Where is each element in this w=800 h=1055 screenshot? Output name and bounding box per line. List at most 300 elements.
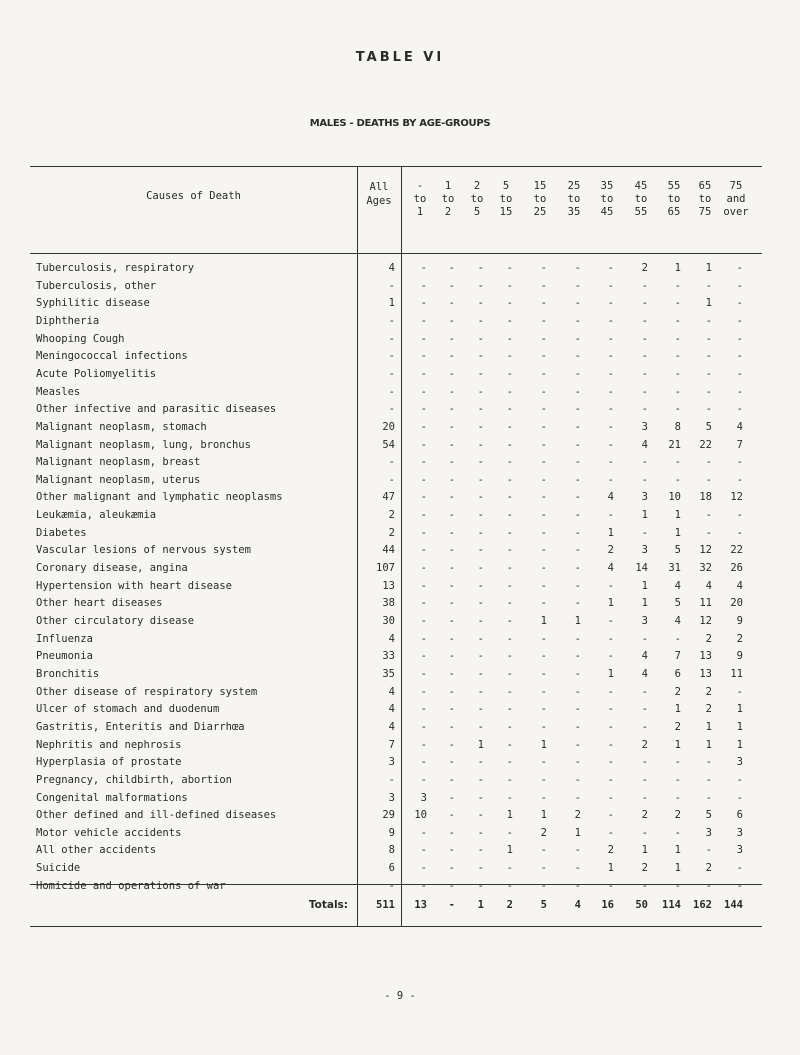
cell-age-group: 6 <box>674 667 681 680</box>
cell-cause: Other defined and ill-defined diseases <box>36 809 277 822</box>
cell-all-ages: 13 <box>382 579 395 592</box>
cell-age-group: - <box>705 756 712 769</box>
cell-age-group: - <box>705 526 712 539</box>
cell-age-group: - <box>420 332 427 345</box>
cell-cause: Other infective and parasitic diseases <box>36 403 277 416</box>
table-row <box>0 703 800 721</box>
cell-all-ages: 30 <box>382 615 395 627</box>
cell-age-group: - <box>506 526 513 539</box>
cell-age-group: - <box>641 297 648 310</box>
cell-cause: Suicide <box>36 862 81 875</box>
cell-age-group: - <box>574 650 581 663</box>
cell-age-group: 162 <box>693 899 712 911</box>
cell-age-group: - <box>420 350 427 363</box>
cell-age-group: - <box>641 279 648 292</box>
cell-cause: Other disease of respiratory system <box>36 685 258 698</box>
cell-age-group: 10 <box>414 809 427 822</box>
cell-age-group: 1 <box>674 526 681 539</box>
cell-cause: Other circulatory disease <box>36 615 195 627</box>
cell-age-group: - <box>448 899 455 911</box>
cell-all-ages: 6 <box>388 862 395 875</box>
cell-age-group: 1 <box>736 703 743 716</box>
cell-age-group: - <box>506 562 513 575</box>
cell-age-group: - <box>574 526 581 539</box>
cell-age-group: 18 <box>699 491 712 504</box>
cell-age-group: - <box>705 509 712 522</box>
cell-age-group: - <box>506 650 513 663</box>
cell-age-group: - <box>477 809 484 822</box>
cell-age-group: 3 <box>641 544 648 557</box>
cell-age-group: - <box>448 562 455 575</box>
cell-cause: Other heart diseases <box>36 597 163 610</box>
cell-age-group: - <box>674 632 681 645</box>
cell-age-group: - <box>607 420 614 433</box>
cell-age-group: - <box>506 826 513 839</box>
cell-age-group: - <box>736 297 743 310</box>
cell-age-group: 1 <box>506 809 513 822</box>
cell-age-group: - <box>736 385 743 398</box>
cell-age-group: 2 <box>641 809 648 822</box>
cell-age-group: - <box>641 456 648 469</box>
cell-age-group: - <box>506 773 513 786</box>
cell-age-group: - <box>705 844 712 857</box>
table-row <box>0 544 800 562</box>
cell-age-group: - <box>448 403 455 416</box>
table-row <box>0 774 800 792</box>
cell-age-group: - <box>641 720 648 733</box>
cell-age-group: - <box>448 509 455 522</box>
cell-age-group: 5 <box>674 597 681 610</box>
cell-age-group: - <box>540 314 547 327</box>
cell-age-group: - <box>641 773 648 786</box>
cell-age-group: - <box>477 438 484 451</box>
cell-age-group: 1 <box>607 597 614 610</box>
cell-all-ages: - <box>388 385 395 398</box>
cell-age-group: - <box>420 403 427 416</box>
cell-age-group: - <box>607 367 614 380</box>
cell-age-group: - <box>574 314 581 327</box>
cell-all-ages: - <box>388 773 395 786</box>
table-subtitle: MALES - DEATHS BY AGE-GROUPS <box>309 118 491 129</box>
cell-age-group: - <box>420 456 427 469</box>
cell-age-group: - <box>641 367 648 380</box>
cell-age-group: 4 <box>674 615 681 627</box>
cell-age-group: - <box>736 526 743 539</box>
cell-age-group: 1 <box>641 579 648 592</box>
cell-age-group: 6 <box>736 809 743 822</box>
cell-all-ages: - <box>388 314 395 327</box>
cell-age-group: - <box>506 420 513 433</box>
cell-age-group: - <box>448 809 455 822</box>
cell-age-group: - <box>420 526 427 539</box>
cell-age-group: - <box>674 826 681 839</box>
cell-cause: Syphilitic disease <box>36 297 150 310</box>
cell-age-group: 3 <box>736 826 743 839</box>
cell-age-group: 13 <box>699 667 712 680</box>
cell-age-group: - <box>607 826 614 839</box>
cell-age-group: - <box>477 420 484 433</box>
cell-age-group: - <box>574 420 581 433</box>
cell-age-group: 31 <box>668 562 681 575</box>
cell-age-group: - <box>477 879 484 892</box>
cell-age-group: - <box>674 456 681 469</box>
cell-age-group: - <box>574 773 581 786</box>
cell-all-ages: 29 <box>382 809 395 822</box>
cell-age-group: - <box>420 685 427 698</box>
cell-age-group: - <box>574 456 581 469</box>
cell-age-group: - <box>506 314 513 327</box>
cell-age-group: - <box>674 332 681 345</box>
cell-age-group: - <box>420 314 427 327</box>
cell-all-ages: 4 <box>388 703 395 716</box>
cell-age-group: - <box>641 385 648 398</box>
cell-age-group: 3 <box>705 826 712 839</box>
cell-age-group: - <box>448 332 455 345</box>
cell-all-ages: - <box>388 456 395 469</box>
cell-age-group: - <box>477 350 484 363</box>
cell-age-group: - <box>506 632 513 645</box>
cell-age-group: - <box>420 509 427 522</box>
table-top-rule <box>30 166 762 167</box>
cell-age-group: - <box>607 279 614 292</box>
cell-age-group: 1 <box>477 899 484 911</box>
cell-age-group: - <box>506 597 513 610</box>
cell-age-group: - <box>477 703 484 716</box>
cell-age-group: - <box>477 509 484 522</box>
cell-age-group: - <box>477 597 484 610</box>
cell-age-group: - <box>420 262 427 274</box>
cell-age-group: - <box>420 862 427 875</box>
cell-age-group: 5 <box>705 420 712 433</box>
table-row <box>0 597 800 615</box>
cell-age-group: - <box>448 632 455 645</box>
cell-age-group: - <box>574 738 581 751</box>
cell-cause: Malignant neoplasm, breast <box>36 456 201 469</box>
table-row <box>0 527 800 545</box>
cell-age-group: - <box>641 826 648 839</box>
table-row <box>0 368 800 386</box>
table-row <box>0 386 800 404</box>
cell-all-ages: 35 <box>382 667 395 680</box>
cell-age-group: 1 <box>574 615 581 627</box>
cell-age-group: - <box>506 385 513 398</box>
header-age-group: 45 to 55 <box>634 180 648 218</box>
cell-all-ages: - <box>388 473 395 486</box>
cell-age-group: - <box>574 438 581 451</box>
cell-age-group: - <box>641 685 648 698</box>
cell-age-group: - <box>736 862 743 875</box>
cell-age-group: - <box>607 756 614 769</box>
cell-age-group: - <box>574 879 581 892</box>
cell-age-group: 4 <box>674 579 681 592</box>
cell-all-ages: 47 <box>382 491 395 504</box>
cell-age-group: - <box>736 367 743 380</box>
cell-age-group: - <box>574 862 581 875</box>
cell-age-group: - <box>420 385 427 398</box>
cell-age-group: - <box>674 791 681 804</box>
table-row <box>0 580 800 598</box>
cell-age-group: - <box>477 667 484 680</box>
cell-cause: Gastritis, Enteritis and Diarrhœa <box>36 720 245 733</box>
cell-age-group: - <box>540 703 547 716</box>
cell-age-group: - <box>641 332 648 345</box>
cell-age-group: 2 <box>540 826 547 839</box>
cell-age-group: 1 <box>705 738 712 751</box>
cell-age-group: - <box>477 456 484 469</box>
cell-cause: Homicide and operations of war <box>36 879 226 892</box>
cell-age-group: - <box>448 879 455 892</box>
cell-age-group: - <box>477 403 484 416</box>
cell-age-group: 2 <box>705 862 712 875</box>
cell-all-ages: 4 <box>388 685 395 698</box>
cell-cause: Ulcer of stomach and duodenum <box>36 703 220 716</box>
cell-age-group: - <box>641 526 648 539</box>
cell-age-group: - <box>540 720 547 733</box>
cell-age-group: - <box>506 473 513 486</box>
cell-age-group: 4 <box>574 899 581 911</box>
cell-age-group: - <box>540 544 547 557</box>
cell-age-group: - <box>607 332 614 345</box>
cell-age-group: - <box>448 738 455 751</box>
table-row <box>0 509 800 527</box>
cell-age-group: 4 <box>641 438 648 451</box>
cell-cause: Vascular lesions of nervous system <box>36 544 251 557</box>
table-row <box>0 668 800 686</box>
cell-age-group: - <box>607 350 614 363</box>
cell-age-group: - <box>420 826 427 839</box>
cell-age-group: - <box>540 438 547 451</box>
table-row <box>0 844 800 862</box>
cell-cause: Diphtheria <box>36 314 100 327</box>
cell-age-group: 1 <box>674 262 681 274</box>
cell-age-group: - <box>477 314 484 327</box>
cell-age-group: 11 <box>730 667 743 680</box>
header-age-group: 1 to 2 <box>441 180 455 218</box>
cell-age-group: - <box>477 579 484 592</box>
totals-bottom-rule <box>30 926 762 927</box>
cell-age-group: 2 <box>574 809 581 822</box>
cell-age-group: - <box>607 456 614 469</box>
cell-age-group: - <box>607 738 614 751</box>
cell-age-group: 2 <box>607 844 614 857</box>
cell-cause: Leukæmia, aleukæmia <box>36 509 157 522</box>
cell-age-group: - <box>506 297 513 310</box>
cell-age-group: 2 <box>674 809 681 822</box>
cell-all-ages: 38 <box>382 597 395 610</box>
cell-age-group: - <box>736 279 743 292</box>
cell-all-ages: - <box>388 332 395 345</box>
cell-age-group: - <box>574 297 581 310</box>
cell-age-group: 2 <box>705 703 712 716</box>
cell-cause: Diabetes <box>36 526 87 539</box>
cell-age-group: - <box>574 685 581 698</box>
cell-age-group: - <box>574 579 581 592</box>
cell-age-group: - <box>506 367 513 380</box>
header-age-group: - to 1 <box>413 180 427 218</box>
cell-age-group: 4 <box>607 491 614 504</box>
cell-age-group: - <box>674 403 681 416</box>
cell-cause: Meningococcal infections <box>36 350 188 363</box>
cell-age-group: 2 <box>641 862 648 875</box>
cell-age-group: 1 <box>705 297 712 310</box>
cell-cause: Motor vehicle accidents <box>36 826 182 839</box>
cell-all-ages: - <box>388 367 395 380</box>
cell-age-group: - <box>736 350 743 363</box>
cell-age-group: 2 <box>736 632 743 645</box>
table-row <box>0 421 800 439</box>
cell-age-group: - <box>641 403 648 416</box>
cell-age-group: 13 <box>414 899 427 911</box>
cell-age-group: - <box>420 632 427 645</box>
header-age-group: 65 to 75 <box>698 180 712 218</box>
cell-age-group: - <box>607 615 614 627</box>
cell-age-group: - <box>477 773 484 786</box>
cell-age-group: 8 <box>674 420 681 433</box>
cell-age-group: - <box>607 809 614 822</box>
cell-age-group: - <box>420 844 427 857</box>
cell-age-group: - <box>506 791 513 804</box>
cell-age-group: - <box>540 791 547 804</box>
cell-age-group: - <box>705 367 712 380</box>
cell-age-group: 9 <box>736 650 743 663</box>
cell-age-group: - <box>574 703 581 716</box>
cell-age-group: - <box>540 650 547 663</box>
cell-age-group: - <box>705 791 712 804</box>
cell-age-group: - <box>574 597 581 610</box>
table-row <box>0 297 800 315</box>
totals-row <box>0 899 800 917</box>
cell-age-group: 11 <box>699 597 712 610</box>
cell-age-group: - <box>477 720 484 733</box>
cell-age-group: 1 <box>607 526 614 539</box>
header-all-ages-line2: Ages <box>366 195 392 207</box>
cell-all-ages: 107 <box>376 562 395 575</box>
cell-age-group: - <box>420 756 427 769</box>
cell-age-group: - <box>448 526 455 539</box>
table-row <box>0 809 800 827</box>
cell-age-group: - <box>506 350 513 363</box>
cell-age-group: 22 <box>730 544 743 557</box>
cell-age-group: - <box>506 509 513 522</box>
cell-age-group: 12 <box>730 491 743 504</box>
cell-all-ages: 1 <box>388 297 395 310</box>
cell-age-group: - <box>477 844 484 857</box>
cell-age-group: - <box>607 773 614 786</box>
table-row <box>0 474 800 492</box>
cell-age-group: - <box>607 685 614 698</box>
cell-age-group: - <box>674 350 681 363</box>
cell-cause: Malignant neoplasm, lung, bronchus <box>36 438 251 451</box>
cell-age-group: - <box>674 314 681 327</box>
cell-age-group: - <box>705 879 712 892</box>
cell-age-group: - <box>540 756 547 769</box>
cell-all-ages: - <box>388 350 395 363</box>
cell-age-group: - <box>506 491 513 504</box>
cell-age-group: 4 <box>641 667 648 680</box>
cell-age-group: - <box>607 314 614 327</box>
cell-age-group: - <box>477 615 484 627</box>
cell-all-ages: - <box>388 403 395 416</box>
cell-age-group: - <box>674 879 681 892</box>
cell-age-group: 5 <box>540 899 547 911</box>
cell-age-group: 4 <box>641 650 648 663</box>
cell-age-group: - <box>420 879 427 892</box>
cell-age-group: - <box>448 579 455 592</box>
cell-age-group: - <box>477 826 484 839</box>
cell-age-group: - <box>477 632 484 645</box>
cell-age-group: - <box>641 473 648 486</box>
cell-age-group: 3 <box>641 615 648 627</box>
cell-age-group: 5 <box>705 809 712 822</box>
cell-age-group: - <box>574 756 581 769</box>
cell-age-group: - <box>607 720 614 733</box>
cell-age-group: - <box>736 473 743 486</box>
cell-all-ages: 511 <box>376 899 395 911</box>
cell-age-group: - <box>705 385 712 398</box>
table-row <box>0 456 800 474</box>
cell-age-group: - <box>448 297 455 310</box>
cell-age-group: - <box>420 420 427 433</box>
cell-age-group: 21 <box>668 438 681 451</box>
cell-age-group: - <box>736 332 743 345</box>
cell-age-group: - <box>641 791 648 804</box>
table-row <box>0 280 800 298</box>
cell-age-group: - <box>705 773 712 786</box>
cell-all-ages: - <box>388 279 395 292</box>
cell-age-group: 2 <box>607 544 614 557</box>
cell-age-group: - <box>420 297 427 310</box>
cell-age-group: - <box>448 438 455 451</box>
cell-all-ages: 4 <box>388 262 395 274</box>
cell-cause: Whooping Cough <box>36 332 125 345</box>
header-causes-of-death: Causes of Death <box>146 190 241 202</box>
header-age-group: 35 to 45 <box>600 180 614 218</box>
cell-age-group: - <box>506 403 513 416</box>
cell-age-group: - <box>540 491 547 504</box>
cell-age-group: - <box>540 297 547 310</box>
cell-age-group: 1 <box>506 844 513 857</box>
table-row <box>0 350 800 368</box>
cell-age-group: - <box>506 332 513 345</box>
header-age-group: 55 to 65 <box>667 180 681 218</box>
table-row <box>0 562 800 580</box>
cell-age-group: - <box>540 350 547 363</box>
cell-age-group: - <box>448 385 455 398</box>
cell-age-group: - <box>448 720 455 733</box>
cell-age-group: 16 <box>601 899 614 911</box>
cell-age-group: - <box>574 350 581 363</box>
header-rule <box>30 253 762 254</box>
cell-age-group: - <box>448 473 455 486</box>
cell-age-group: 114 <box>662 899 681 911</box>
cell-all-ages: 7 <box>388 738 395 751</box>
cell-age-group: - <box>477 685 484 698</box>
cell-age-group: - <box>540 844 547 857</box>
cell-age-group: 12 <box>699 544 712 557</box>
cell-age-group: - <box>607 385 614 398</box>
cell-age-group: - <box>540 685 547 698</box>
cell-age-group: - <box>477 862 484 875</box>
cell-age-group: - <box>448 615 455 627</box>
cell-age-group: 1 <box>705 720 712 733</box>
cell-age-group: 1 <box>574 826 581 839</box>
page-number: - 9 - <box>384 990 416 1002</box>
cell-age-group: - <box>420 367 427 380</box>
table-title: TABLE VI <box>355 50 445 65</box>
table-row <box>0 721 800 739</box>
cell-age-group: 10 <box>668 491 681 504</box>
header-all-ages <box>357 180 401 208</box>
